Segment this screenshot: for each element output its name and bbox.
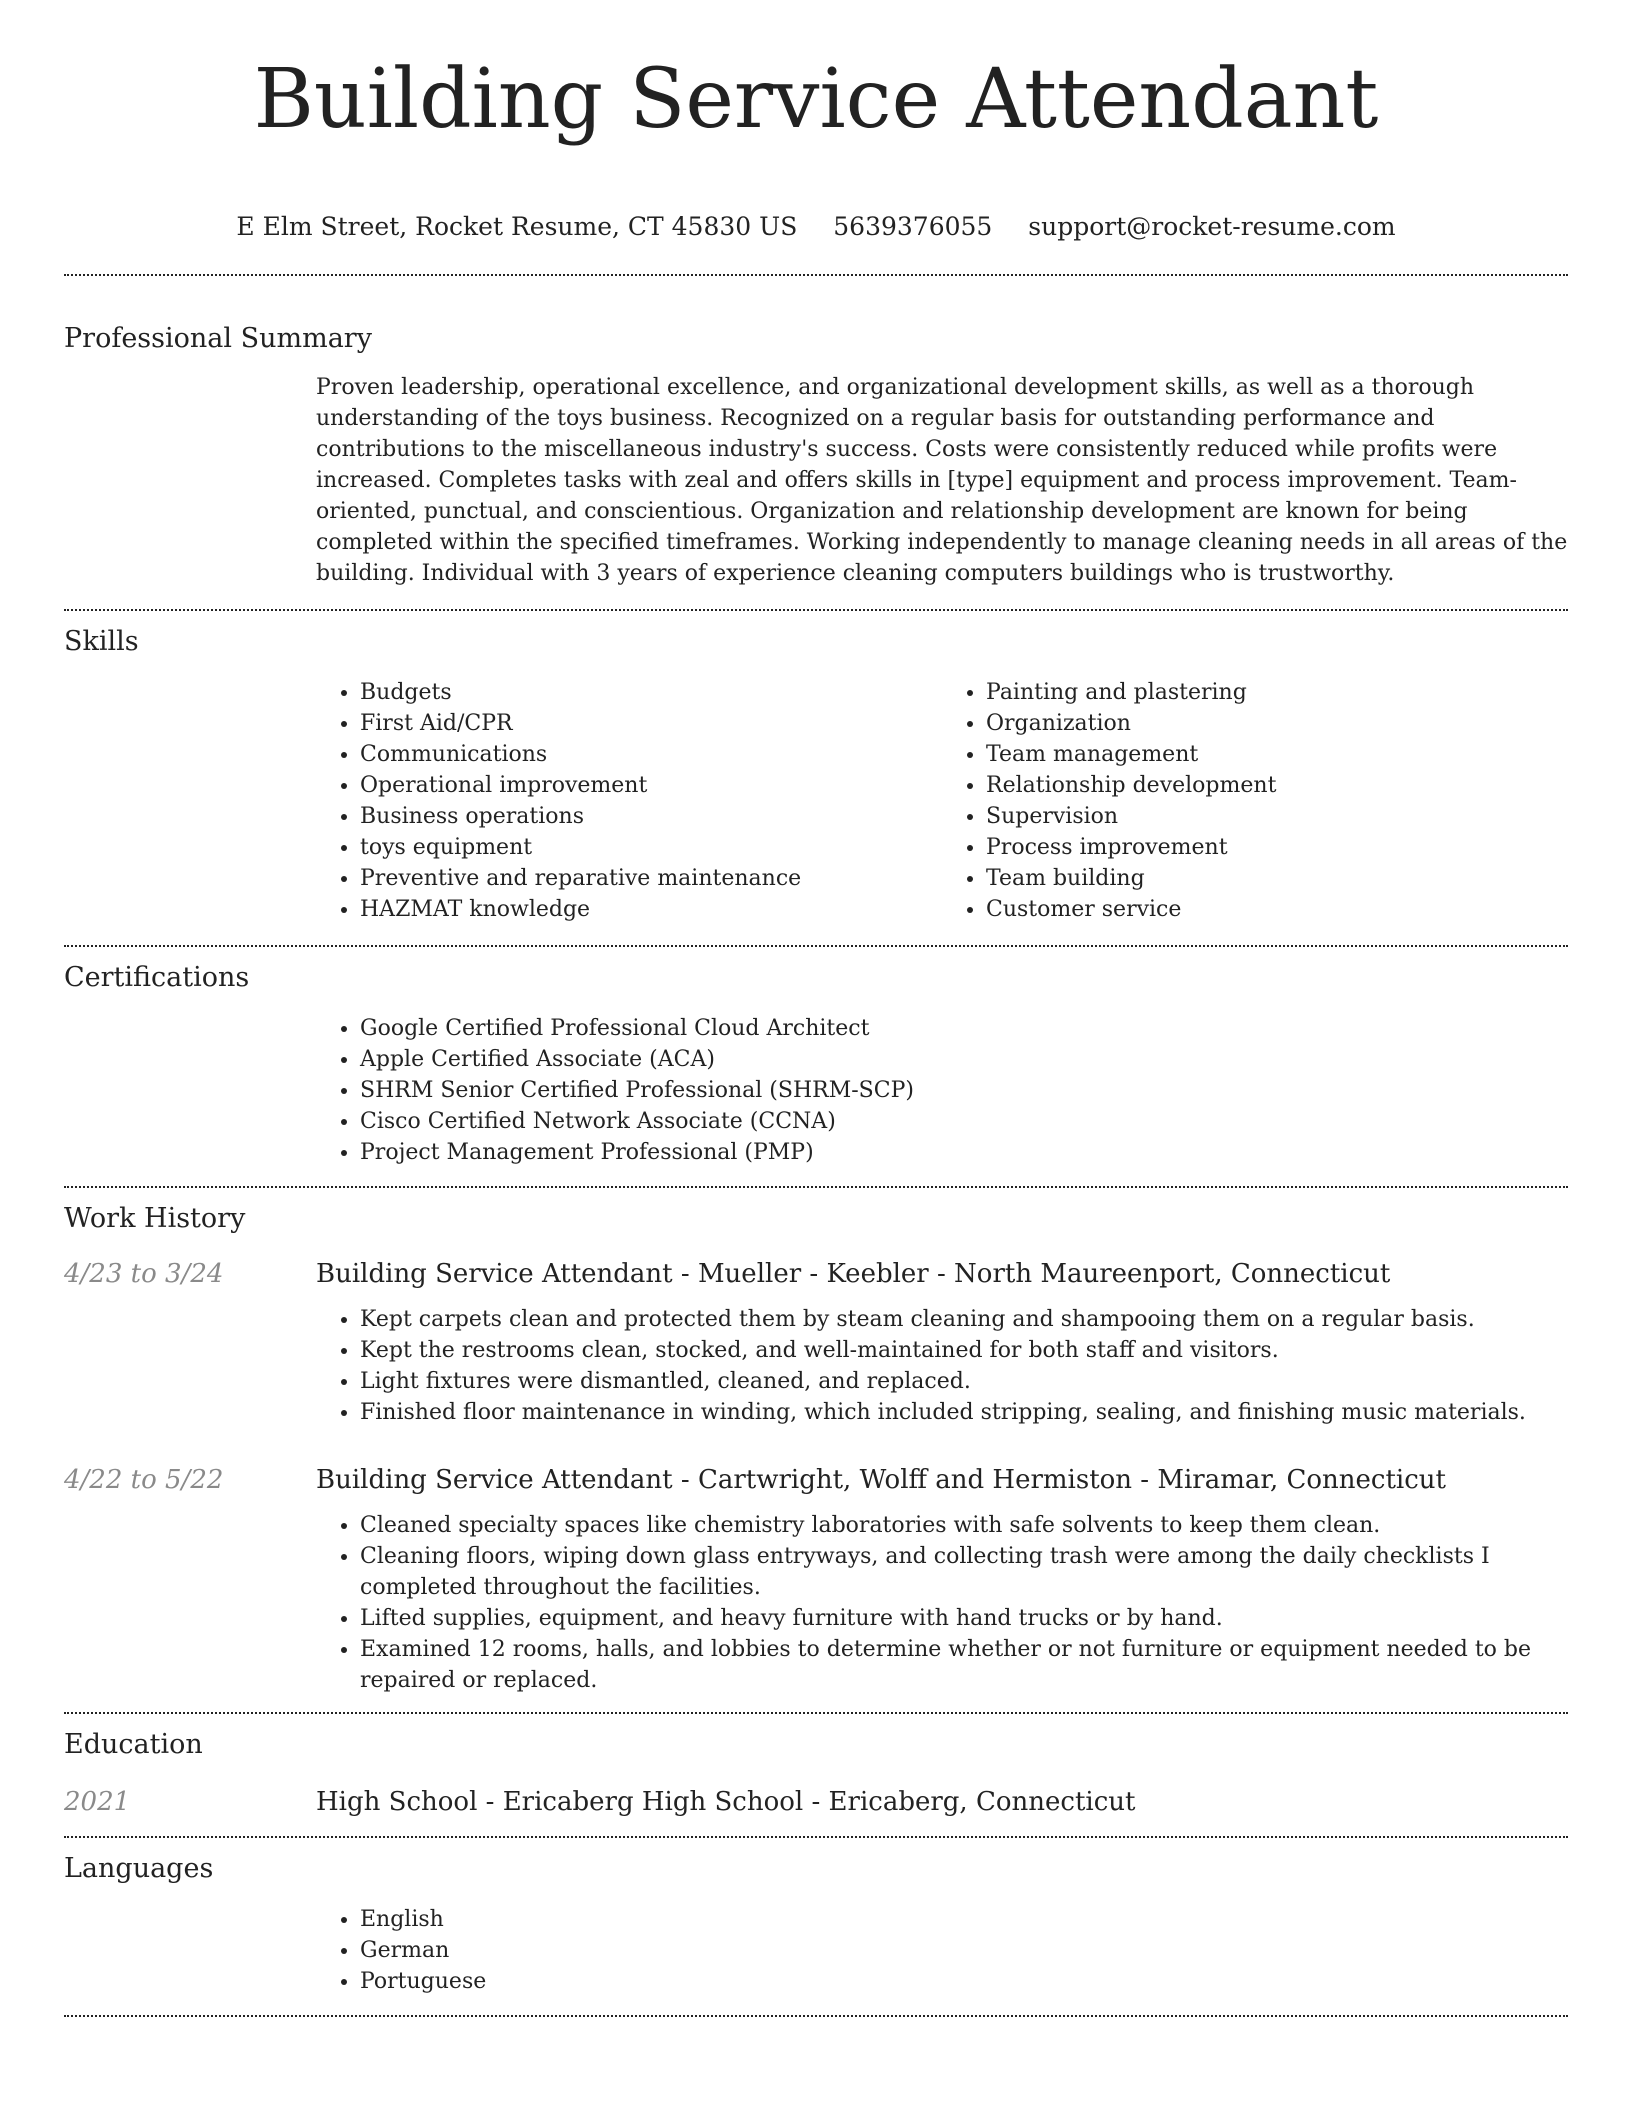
languages-list — [316, 1904, 1568, 1997]
work-title: Work History — [64, 1203, 246, 1234]
skill-item: • Business operations — [360, 801, 942, 832]
summary-body — [316, 372, 1568, 589]
job-bullet: • Lifted supplies, equipment, and heavy furniture with hand trucks or by hand. — [360, 1603, 1568, 1634]
skill-item: • Organization — [986, 708, 1568, 739]
job-date: 4/22 to 5/22 — [64, 1465, 224, 1495]
certification-item: • SHRM Senior Certified Professional (SHRM-SCP) — [360, 1075, 1568, 1106]
skill-item: • Communications — [360, 739, 942, 770]
languages-body — [316, 1904, 1568, 1997]
divider — [64, 1186, 1568, 1188]
contact-email: support@rocket-resume.com — [1028, 212, 1396, 241]
certification-item: • Google Certified Professional Cloud Architect — [360, 1013, 1568, 1044]
divider — [64, 274, 1568, 276]
certifications-section — [64, 961, 1568, 1168]
divider — [64, 1712, 1568, 1714]
skill-item: • Relationship development — [986, 770, 1568, 801]
job-bullets — [316, 1510, 1568, 1696]
job-date: 4/23 to 3/24 — [64, 1259, 224, 1289]
skills-list-right — [942, 677, 1568, 925]
certification-item: • Project Management Professional (PMP) — [360, 1137, 1568, 1168]
summary-section — [64, 322, 1568, 589]
skill-item: • Preventive and reparative maintenance — [360, 863, 942, 894]
languages-section — [64, 1852, 1568, 1997]
job-title: Building Service Attendant - Cartwright, Wolff and Hermiston - Miramar, Connecticut — [316, 1465, 1446, 1495]
skills-columns — [316, 677, 1568, 925]
language-item: • German — [360, 1935, 1568, 1966]
certifications-list — [316, 1013, 1568, 1168]
education-section — [64, 1728, 1568, 1820]
job-bullet: • Finished floor maintenance in winding, which included stripping, sealing, and finishing music materials. — [360, 1397, 1568, 1428]
job-bullet: • Cleaned specialty spaces like chemistry laboratories with safe solvents to keep them clean. — [360, 1510, 1568, 1541]
summary-text: Proven leadership, operational excellence, and organizational development skills, as well as a thorough understanding of the toys business. Recognized on a regular basis for outstanding performance and contributions to the miscellaneous industry's success. Costs were consistently reduced while profits were increased. Completes tasks with zeal and offers skills in [type] equipment and process improvement. Team-oriented, punctual, and conscientious. Organization and relationship development are known for being completed within the specified timeframes. Working independently to manage cleaning needs in all areas of the building. Individual with 3 years of experience cleaning computers buildings who is trustworthy. — [316, 375, 1568, 586]
summary-title: Professional Summary — [64, 323, 372, 354]
education-detail: High School - Ericaberg High School - Ericaberg, Connecticut — [316, 1787, 1136, 1817]
skill-item: • Team management — [986, 739, 1568, 770]
skills-title: Skills — [64, 626, 139, 657]
skill-item: • Process improvement — [986, 832, 1568, 863]
job-body — [316, 1462, 1568, 1696]
education-entry — [64, 1784, 1568, 1820]
skills-list-left — [316, 677, 942, 925]
resume-name: Building Service Attendant — [253, 52, 1379, 147]
education-title: Education — [64, 1729, 203, 1760]
job-bullets — [316, 1304, 1568, 1428]
work-section — [64, 1202, 1568, 1696]
job-bullet: • Light fixtures were dismantled, cleaned, and replaced. — [360, 1366, 1568, 1397]
language-item: • English — [360, 1904, 1568, 1935]
certifications-title: Certifications — [64, 962, 250, 993]
skill-item: • Painting and plastering — [986, 677, 1568, 708]
skill-item: • Budgets — [360, 677, 942, 708]
education-date: 2021 — [64, 1787, 131, 1817]
contact-phone: 5639376055 — [833, 212, 993, 241]
job-bullet: • Cleaning floors, wiping down glass entryways, and collecting trash were among the daily checklists I completed throughout the facilities. — [360, 1541, 1568, 1603]
languages-title: Languages — [64, 1853, 214, 1884]
skill-item: • Customer service — [986, 894, 1568, 925]
divider — [64, 1836, 1568, 1838]
job-bullet: • Kept the restrooms clean, stocked, and well-maintained for both staff and visitors. — [360, 1335, 1568, 1366]
language-item: • Portuguese — [360, 1966, 1568, 1997]
job-body — [316, 1256, 1568, 1428]
certification-item: • Apple Certified Associate (ACA) — [360, 1044, 1568, 1075]
skill-item: • toys equipment — [360, 832, 942, 863]
job-bullet: • Examined 12 rooms, halls, and lobbies to determine whether or not furniture or equipment needed to be repaired or replaced. — [360, 1634, 1568, 1696]
education-body — [316, 1784, 1568, 1820]
skill-item: • Supervision — [986, 801, 1568, 832]
contact-address: E Elm Street, Rocket Resume, CT 45830 US — [236, 212, 798, 241]
skill-item: • First Aid/CPR — [360, 708, 942, 739]
contact-line — [64, 212, 1568, 242]
certifications-body — [316, 1013, 1568, 1168]
job-entry — [64, 1462, 1568, 1696]
divider — [64, 945, 1568, 947]
job-title: Building Service Attendant - Mueller - Keebler - North Maureenport, Connecticut — [316, 1259, 1391, 1289]
divider — [64, 2015, 1568, 2017]
skill-item: • Team building — [986, 863, 1568, 894]
job-bullet: • Kept carpets clean and protected them by steam cleaning and shampooing them on a regular basis. — [360, 1304, 1568, 1335]
skill-item: • Operational improvement — [360, 770, 942, 801]
skills-section — [64, 625, 1568, 925]
certification-item: • Cisco Certified Network Associate (CCNA) — [360, 1106, 1568, 1137]
divider — [64, 609, 1568, 611]
job-entry — [64, 1256, 1568, 1428]
skill-item: • HAZMAT knowledge — [360, 894, 942, 925]
